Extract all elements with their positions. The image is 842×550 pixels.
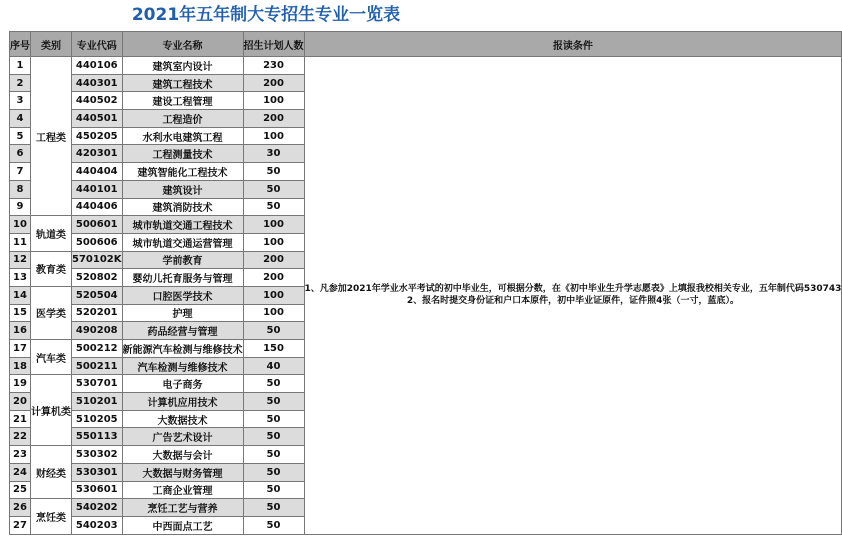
major-code: 440406 — [72, 198, 123, 216]
enrollment-quota: 30 — [243, 145, 304, 163]
major-code: 500211 — [72, 357, 123, 375]
header-no: 序号 — [10, 32, 31, 57]
enrollment-quota: 50 — [243, 428, 304, 446]
row-number: 20 — [10, 393, 31, 411]
major-code: 500606 — [72, 233, 123, 251]
major-name: 大数据技术 — [122, 410, 243, 428]
major-name: 计算机应用技术 — [122, 393, 243, 411]
row-number: 10 — [10, 216, 31, 234]
major-code: 440106 — [72, 57, 123, 75]
table-header-row — [10, 32, 842, 57]
major-code: 540202 — [72, 499, 123, 517]
major-code: 530302 — [72, 446, 123, 464]
row-number: 6 — [10, 145, 31, 163]
major-code: 530701 — [72, 375, 123, 393]
enrollment-quota: 40 — [243, 357, 304, 375]
enrollment-quota: 50 — [243, 516, 304, 534]
major-name: 口腔医学技术 — [122, 286, 243, 304]
major-code: 550113 — [72, 428, 123, 446]
major-code: 420301 — [72, 145, 123, 163]
major-name: 大数据与会计 — [122, 446, 243, 464]
major-name: 新能源汽车检测与维修技术 — [122, 340, 243, 358]
header-quota: 招生计划人数 — [243, 32, 304, 57]
enrollment-quota: 100 — [243, 233, 304, 251]
category-cell: 汽车类 — [31, 340, 72, 375]
major-name: 药品经营与管理 — [122, 322, 243, 340]
row-number: 12 — [10, 251, 31, 269]
enrollment-quota: 200 — [243, 269, 304, 287]
major-code: 440301 — [72, 74, 123, 92]
major-code: 500212 — [72, 340, 123, 358]
row-number: 27 — [10, 516, 31, 534]
category-cell: 教育类 — [31, 251, 72, 286]
enrollment-quota: 100 — [243, 127, 304, 145]
major-code: 530601 — [72, 481, 123, 499]
major-name: 建筑工程技术 — [122, 74, 243, 92]
enrollment-quota: 200 — [243, 74, 304, 92]
enrollment-table — [9, 31, 842, 535]
major-code: 520802 — [72, 269, 123, 287]
enrollment-quota: 50 — [243, 393, 304, 411]
major-code: 510201 — [72, 393, 123, 411]
condition-item: 1、凡参加2021年学业水平考试的初中毕业生，可根据分数，在《初中毕业生升学志愿表》上填报我校相关专业，五年制代码530743 — [304, 284, 842, 295]
major-name: 电子商务 — [122, 375, 243, 393]
major-code: 520201 — [72, 304, 123, 322]
category-cell: 工程类 — [31, 57, 72, 216]
major-name: 建筑室内设计 — [122, 57, 243, 75]
major-name: 护理 — [122, 304, 243, 322]
row-number: 15 — [10, 304, 31, 322]
major-code: 540203 — [72, 516, 123, 534]
enrollment-quota: 50 — [243, 446, 304, 464]
header-category: 类别 — [31, 32, 72, 57]
category-cell: 计算机类 — [31, 375, 72, 446]
major-code: 510205 — [72, 410, 123, 428]
table-body — [10, 57, 842, 535]
enrollment-quota: 50 — [243, 180, 304, 198]
row-number: 16 — [10, 322, 31, 340]
major-name: 建筑智能化工程技术 — [122, 163, 243, 181]
enrollment-quota: 100 — [243, 286, 304, 304]
row-number: 11 — [10, 233, 31, 251]
enrollment-quota: 50 — [243, 375, 304, 393]
major-code: 440502 — [72, 92, 123, 110]
row-number: 14 — [10, 286, 31, 304]
enrollment-quota: 50 — [243, 463, 304, 481]
row-number: 1 — [10, 57, 31, 75]
page-title: 2021年五年制大专招生专业一览表 — [131, 5, 401, 25]
major-name: 建筑消防技术 — [122, 198, 243, 216]
row-number: 19 — [10, 375, 31, 393]
enrollment-quota: 100 — [243, 216, 304, 234]
row-number: 7 — [10, 163, 31, 181]
row-number: 5 — [10, 127, 31, 145]
enrollment-quota: 200 — [243, 110, 304, 128]
major-code: 530301 — [72, 463, 123, 481]
enrollment-quota: 50 — [243, 410, 304, 428]
major-name: 工程造价 — [122, 110, 243, 128]
major-name: 城市轨道交通工程技术 — [122, 216, 243, 234]
major-name: 中西面点工艺 — [122, 516, 243, 534]
enrollment-quota: 150 — [243, 340, 304, 358]
major-code: 440501 — [72, 110, 123, 128]
major-code: 490208 — [72, 322, 123, 340]
category-cell: 烹饪类 — [31, 499, 72, 534]
enrollment-quota: 100 — [243, 304, 304, 322]
major-code: 450205 — [72, 127, 123, 145]
major-code: 500601 — [72, 216, 123, 234]
enrollment-quota: 50 — [243, 198, 304, 216]
row-number: 25 — [10, 481, 31, 499]
row-number: 24 — [10, 463, 31, 481]
major-name: 学前教育 — [122, 251, 243, 269]
major-name: 建设工程管理 — [122, 92, 243, 110]
row-number: 22 — [10, 428, 31, 446]
conditions-cell — [304, 57, 842, 535]
condition-item: 2、报名时提交身份证和户口本原件，初中毕业证原件，证件照4张（一寸，蓝底）。 — [406, 296, 739, 307]
row-number: 17 — [10, 340, 31, 358]
major-name: 工商企业管理 — [122, 481, 243, 499]
major-name: 婴幼儿托育服务与管理 — [122, 269, 243, 287]
major-code: 440404 — [72, 163, 123, 181]
header-conditions: 报读条件 — [304, 32, 842, 57]
enrollment-quota: 230 — [243, 57, 304, 75]
enrollment-quota: 50 — [243, 322, 304, 340]
major-name: 大数据与财务管理 — [122, 463, 243, 481]
major-name: 汽车检测与维修技术 — [122, 357, 243, 375]
row-number: 4 — [10, 110, 31, 128]
major-code: 520504 — [72, 286, 123, 304]
table-row — [10, 57, 842, 75]
row-number: 21 — [10, 410, 31, 428]
enrollment-quota: 200 — [243, 251, 304, 269]
row-number: 23 — [10, 446, 31, 464]
header-code: 专业代码 — [72, 32, 123, 57]
major-name: 工程测量技术 — [122, 145, 243, 163]
major-name: 广告艺术设计 — [122, 428, 243, 446]
row-number: 2 — [10, 74, 31, 92]
enrollment-quota: 50 — [243, 163, 304, 181]
major-name: 建筑设计 — [122, 180, 243, 198]
enrollment-quota: 100 — [243, 92, 304, 110]
category-cell: 轨道类 — [31, 216, 72, 251]
row-number: 26 — [10, 499, 31, 517]
major-name: 水利水电建筑工程 — [122, 127, 243, 145]
major-name: 烹饪工艺与营养 — [122, 499, 243, 517]
row-number: 3 — [10, 92, 31, 110]
row-number: 8 — [10, 180, 31, 198]
row-number: 13 — [10, 269, 31, 287]
header-major-name: 专业名称 — [122, 32, 243, 57]
category-cell: 医学类 — [31, 286, 72, 339]
enrollment-quota: 50 — [243, 499, 304, 517]
row-number: 18 — [10, 357, 31, 375]
enrollment-quota: 50 — [243, 481, 304, 499]
major-code: 570102K — [72, 251, 123, 269]
row-number: 9 — [10, 198, 31, 216]
major-name: 城市轨道交通运营管理 — [122, 233, 243, 251]
major-code: 440101 — [72, 180, 123, 198]
category-cell: 财经类 — [31, 446, 72, 499]
